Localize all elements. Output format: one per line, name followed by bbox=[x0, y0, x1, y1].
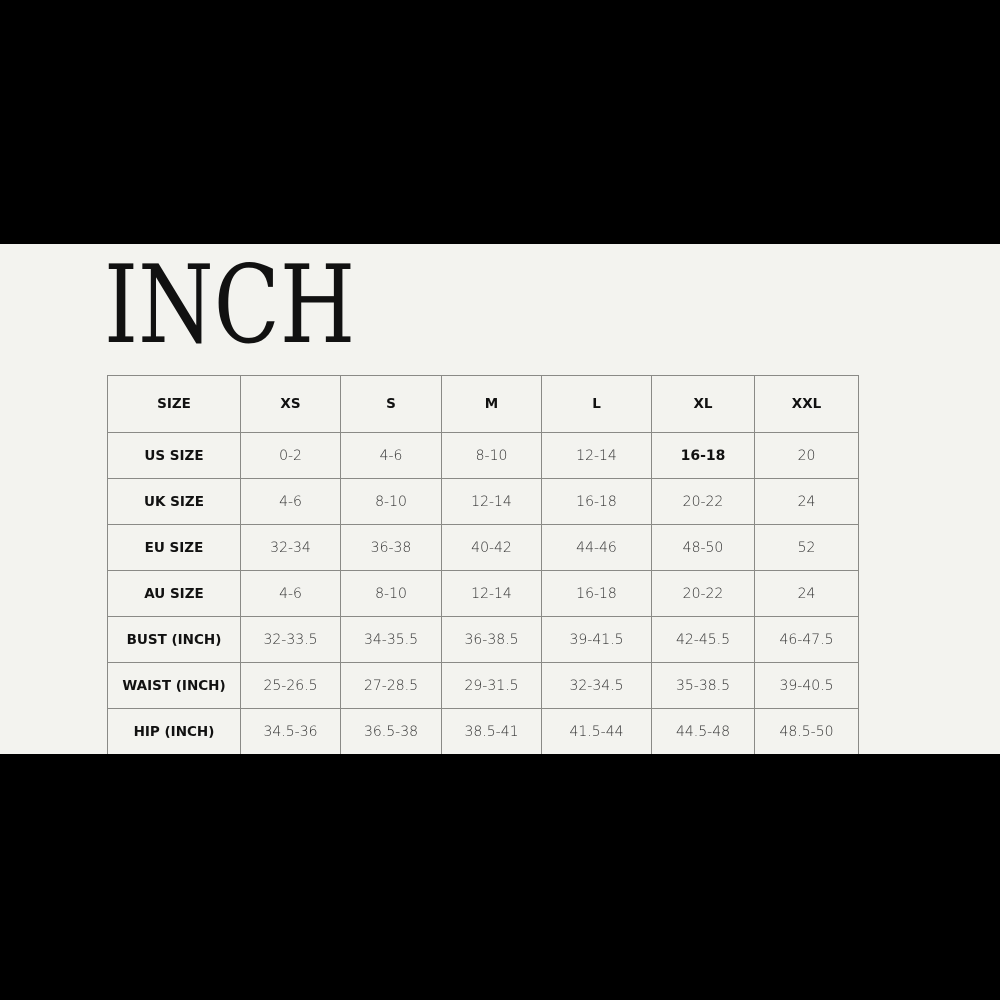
table-cell: 29-31.5 bbox=[442, 663, 542, 709]
table-cell: 0-2 bbox=[241, 433, 341, 479]
size-table bbox=[107, 375, 859, 754]
table-cell: 44-46 bbox=[542, 525, 652, 571]
header-cell: S bbox=[341, 376, 442, 433]
table-cell: 8-10 bbox=[341, 571, 442, 617]
table-cell: 12-14 bbox=[442, 479, 542, 525]
table-cell: 36-38.5 bbox=[442, 617, 542, 663]
row-label: AU SIZE bbox=[108, 571, 241, 617]
header-cell: XL bbox=[652, 376, 755, 433]
row-label: US SIZE bbox=[108, 433, 241, 479]
table-row bbox=[108, 663, 859, 709]
size-chart-panel bbox=[0, 244, 1000, 754]
header-cell: M bbox=[442, 376, 542, 433]
table-cell: 32-34 bbox=[241, 525, 341, 571]
table-cell: 4-6 bbox=[341, 433, 442, 479]
table-cell: 27-28.5 bbox=[341, 663, 442, 709]
table-cell: 12-14 bbox=[442, 571, 542, 617]
table-row bbox=[108, 617, 859, 663]
table-cell: 32-33.5 bbox=[241, 617, 341, 663]
table-cell: 20-22 bbox=[652, 571, 755, 617]
row-label: UK SIZE bbox=[108, 479, 241, 525]
header-cell: SIZE bbox=[108, 376, 241, 433]
row-label: EU SIZE bbox=[108, 525, 241, 571]
table-cell: 16-18 bbox=[542, 479, 652, 525]
row-label: BUST (INCH) bbox=[108, 617, 241, 663]
table-cell: 32-34.5 bbox=[542, 663, 652, 709]
table-cell: 24 bbox=[755, 479, 859, 525]
row-label: WAIST (INCH) bbox=[108, 663, 241, 709]
table-row bbox=[108, 571, 859, 617]
table-row bbox=[108, 479, 859, 525]
table-cell: 48.5-50 bbox=[755, 709, 859, 755]
table-cell: 8-10 bbox=[442, 433, 542, 479]
table-cell: 52 bbox=[755, 525, 859, 571]
table-cell: 36-38 bbox=[341, 525, 442, 571]
header-cell: XXL bbox=[755, 376, 859, 433]
table-header-row bbox=[108, 376, 859, 433]
header-cell: L bbox=[542, 376, 652, 433]
table-cell: 41.5-44 bbox=[542, 709, 652, 755]
table-cell: 40-42 bbox=[442, 525, 542, 571]
page-title: INCH bbox=[104, 244, 356, 368]
table-cell: 8-10 bbox=[341, 479, 442, 525]
table-cell: 34.5-36 bbox=[241, 709, 341, 755]
table-cell: 16-18 bbox=[652, 433, 755, 479]
table-cell: 20-22 bbox=[652, 479, 755, 525]
table-cell: 38.5-41 bbox=[442, 709, 542, 755]
table-cell: 4-6 bbox=[241, 479, 341, 525]
table-cell: 46-47.5 bbox=[755, 617, 859, 663]
table-row bbox=[108, 433, 859, 479]
table-cell: 48-50 bbox=[652, 525, 755, 571]
table-cell: 25-26.5 bbox=[241, 663, 341, 709]
table-cell: 24 bbox=[755, 571, 859, 617]
table-cell: 39-40.5 bbox=[755, 663, 859, 709]
table-cell: 34-35.5 bbox=[341, 617, 442, 663]
table-row bbox=[108, 709, 859, 755]
table-cell: 44.5-48 bbox=[652, 709, 755, 755]
table-cell: 42-45.5 bbox=[652, 617, 755, 663]
table-cell: 36.5-38 bbox=[341, 709, 442, 755]
table-cell: 16-18 bbox=[542, 571, 652, 617]
header-cell: XS bbox=[241, 376, 341, 433]
row-label: HIP (INCH) bbox=[108, 709, 241, 755]
table-cell: 4-6 bbox=[241, 571, 341, 617]
table-row bbox=[108, 525, 859, 571]
table-cell: 35-38.5 bbox=[652, 663, 755, 709]
table-cell: 20 bbox=[755, 433, 859, 479]
table-cell: 12-14 bbox=[542, 433, 652, 479]
table-cell: 39-41.5 bbox=[542, 617, 652, 663]
